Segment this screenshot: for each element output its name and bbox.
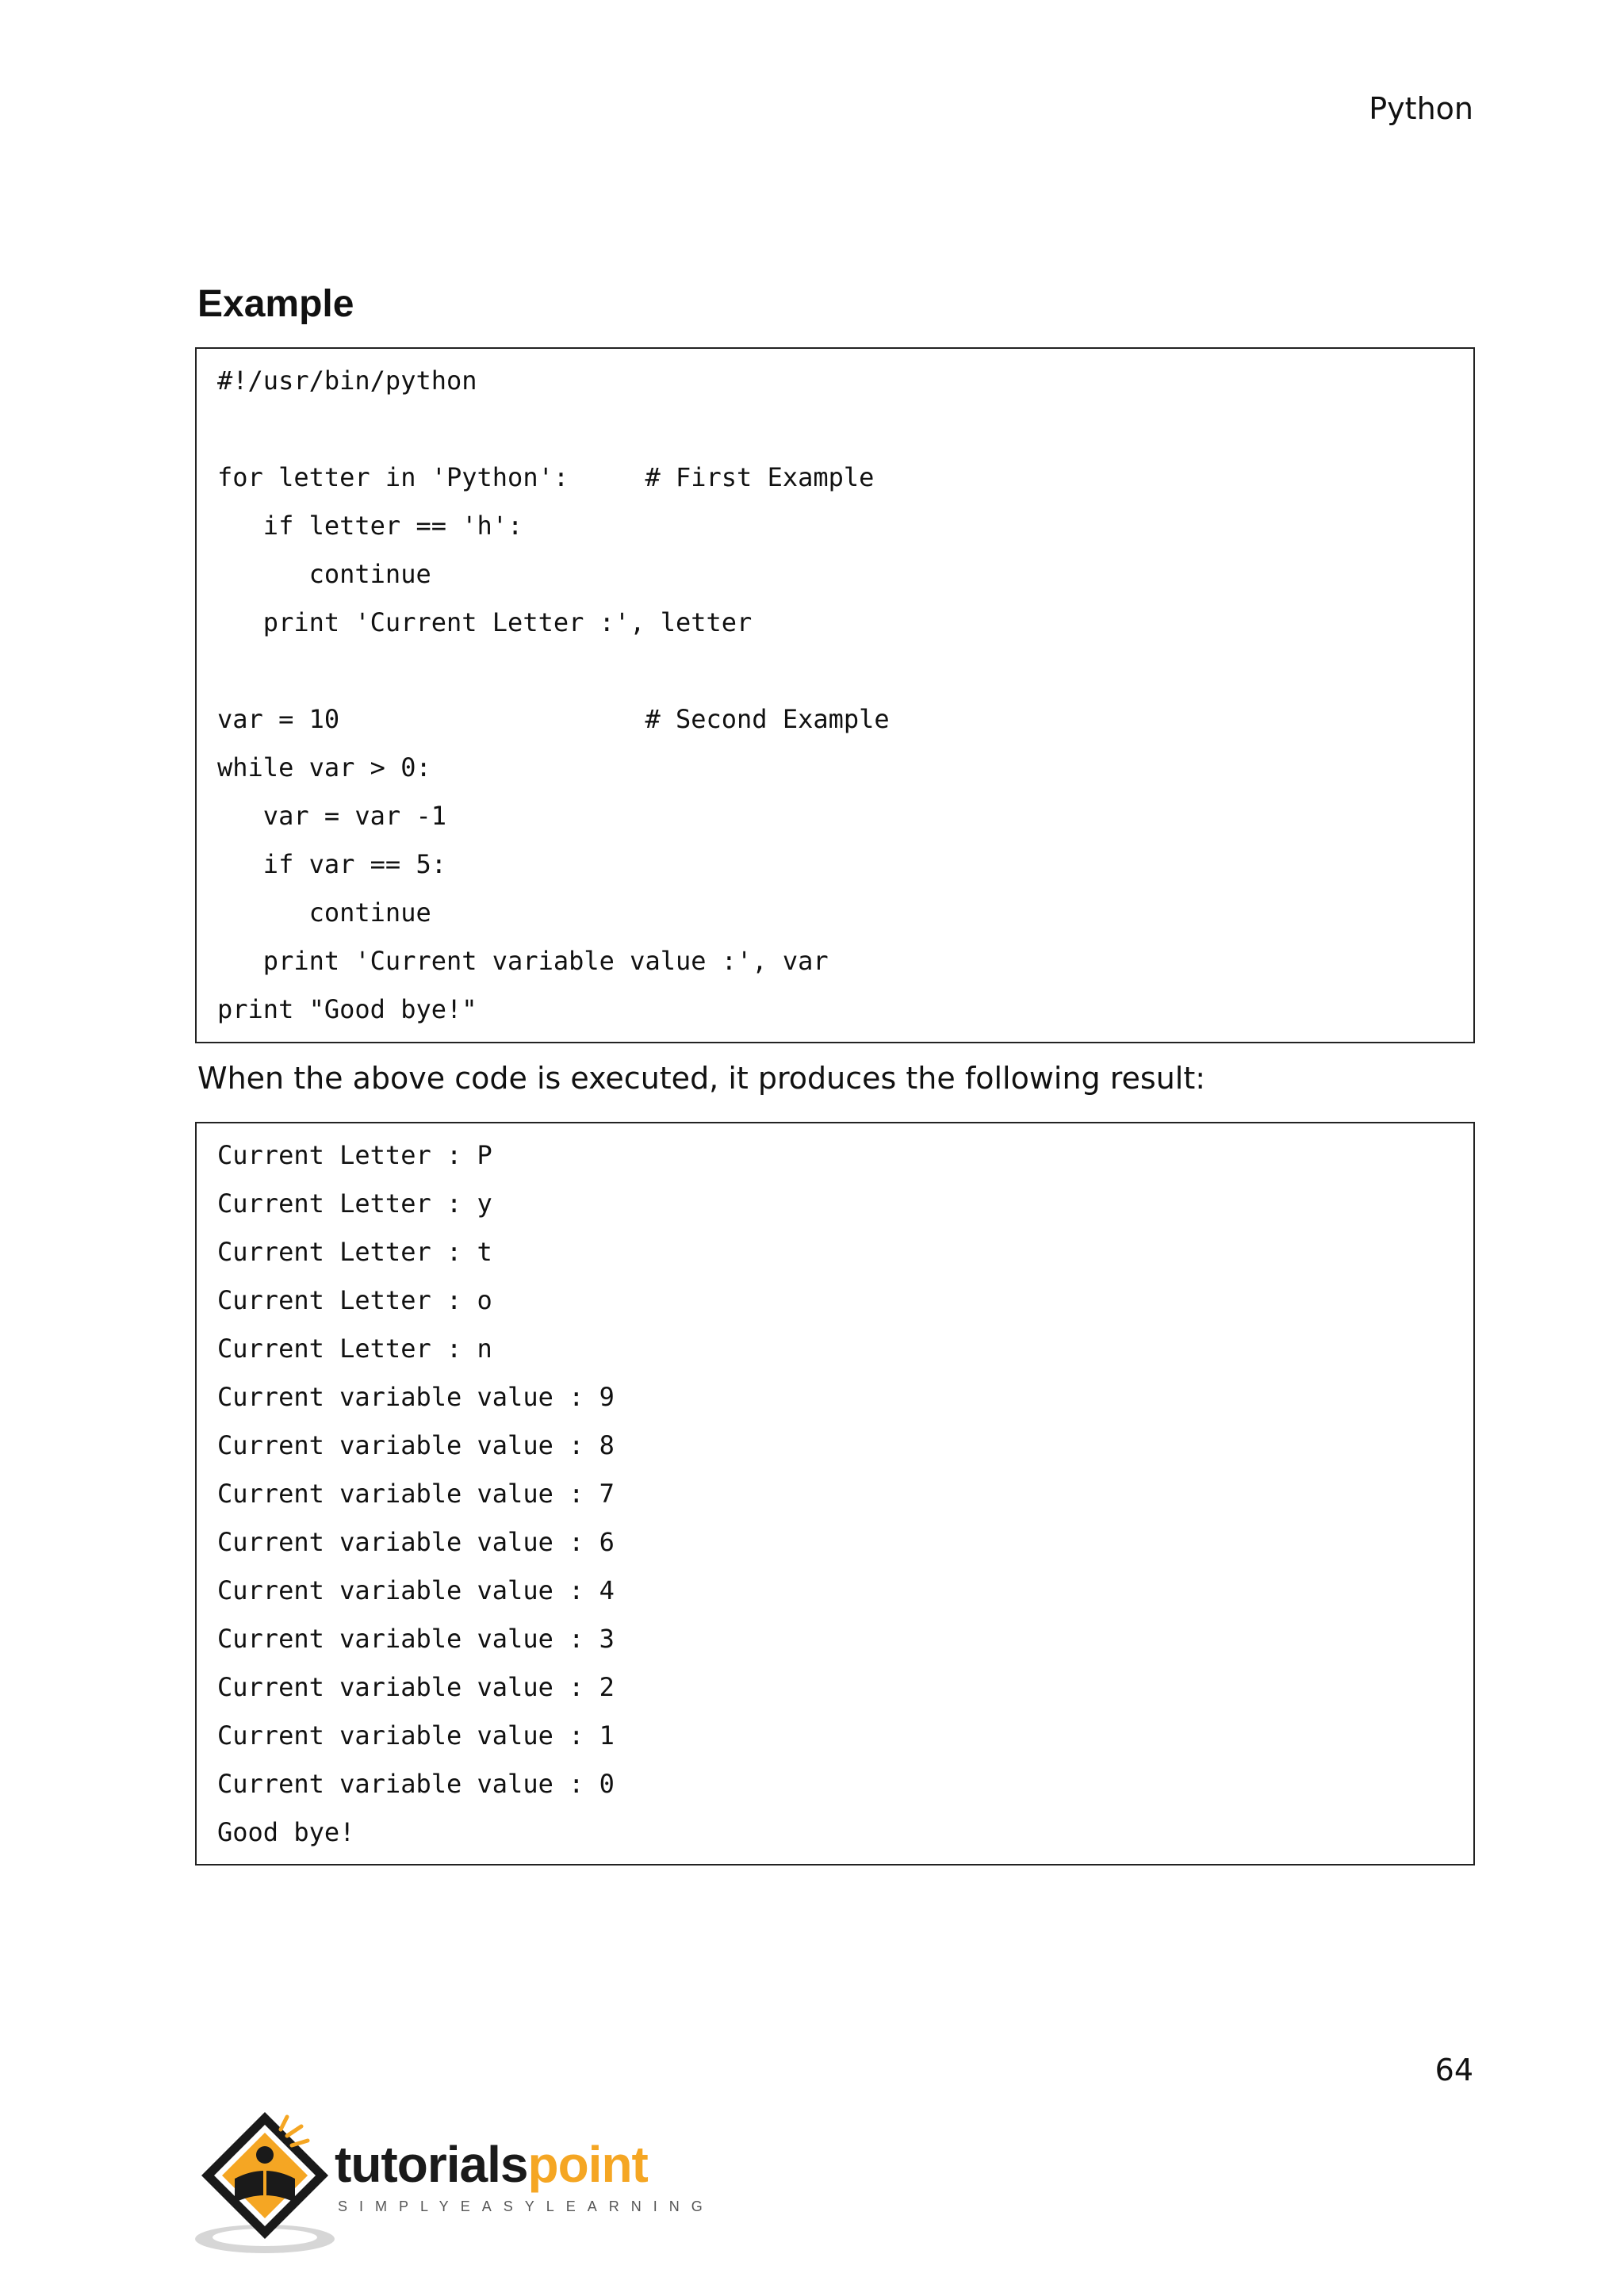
logo-word-tutorials: tutorials (335, 2136, 528, 2193)
output-line: Current Letter : P (217, 1140, 492, 1170)
output-line: Good bye! (217, 1817, 355, 1847)
logo-word-point: point (527, 2136, 648, 2193)
output-line: Current variable value : 4 (217, 1575, 615, 1605)
code-line: continue (217, 897, 431, 928)
running-header: Python (1369, 91, 1473, 126)
result-intro-text: When the above code is executed, it produces the following result: (197, 1061, 1206, 1096)
logo-mark-icon (193, 2106, 344, 2256)
code-line: for letter in 'Python': # First Example (217, 462, 875, 492)
output-line: Current variable value : 0 (217, 1769, 615, 1799)
output-block (195, 1122, 1475, 1866)
code-line (217, 647, 1473, 695)
output-line: Current variable value : 8 (217, 1430, 615, 1460)
output-line: Current variable value : 1 (217, 1720, 615, 1751)
code-line: if var == 5: (217, 849, 446, 879)
code-line: continue (217, 559, 431, 589)
output-line: Current Letter : t (217, 1237, 492, 1267)
code-line (217, 405, 1473, 453)
output-line: Current variable value : 9 (217, 1382, 615, 1412)
code-line: print "Good bye!" (217, 994, 477, 1024)
output-line: Current variable value : 6 (217, 1527, 615, 1557)
output-line: Current Letter : y (217, 1188, 492, 1219)
code-line: #!/usr/bin/python (217, 365, 477, 396)
code-line: var = 10 # Second Example (217, 704, 890, 734)
code-line: while var > 0: (217, 752, 431, 783)
page-number: 64 (1434, 2053, 1473, 2087)
logo-tagline: SIMPLYEASYLEARNING (338, 2198, 714, 2214)
output-line: Current Letter : o (217, 1285, 492, 1315)
code-line: print 'Current variable value :', var (217, 946, 829, 976)
code-line: var = var -1 (217, 801, 446, 831)
section-heading: Example (197, 283, 354, 325)
logo-wordmark (335, 2136, 648, 2193)
output-line: Current Letter : n (217, 1334, 492, 1364)
output-line: Current variable value : 2 (217, 1672, 615, 1702)
code-line: print 'Current Letter :', letter (217, 607, 753, 637)
source-code-block (195, 347, 1475, 1043)
output-line: Current variable value : 7 (217, 1479, 615, 1509)
tutorialspoint-logo (193, 2106, 714, 2256)
output-line: Current variable value : 3 (217, 1624, 615, 1654)
code-line: if letter == 'h': (217, 511, 523, 541)
